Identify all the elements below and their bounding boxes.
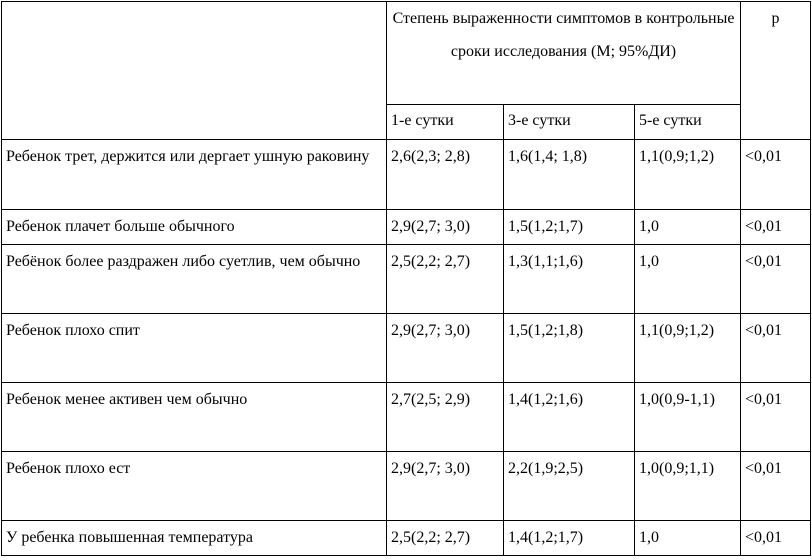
value-day-3: 2,2(1,9;2,5) bbox=[504, 452, 635, 521]
value-day-5: 1,0 bbox=[635, 210, 741, 245]
symptom-label: Ребенок менее активен чем обычно bbox=[2, 383, 387, 452]
table-row bbox=[2, 314, 811, 383]
value-day-3: 1,4(1,2;1,7) bbox=[504, 521, 635, 556]
symptom-severity-table bbox=[1, 1, 811, 556]
p-value: <0,01 bbox=[741, 245, 811, 314]
symptom-label: Ребенок плохо ест bbox=[2, 452, 387, 521]
p-value: <0,01 bbox=[741, 140, 811, 210]
value-day-3: 1,3(1,1;1,6) bbox=[504, 245, 635, 314]
header-day-3: 3-е сутки bbox=[504, 105, 635, 140]
value-day-5: 1,0 bbox=[635, 245, 741, 314]
header-p: p bbox=[741, 2, 811, 140]
value-day-1: 2,9(2,7; 3,0) bbox=[387, 210, 504, 245]
table-row bbox=[2, 245, 811, 314]
p-value: <0,01 bbox=[741, 452, 811, 521]
p-value: <0,01 bbox=[741, 314, 811, 383]
symptom-label: Ребенок плачет больше обычного bbox=[2, 210, 387, 245]
value-day-1: 2,9(2,7; 3,0) bbox=[387, 314, 504, 383]
header-title: Степень выраженности симптомов в контрольные сроки исследования (М; 95%ДИ) bbox=[387, 2, 741, 105]
p-value: <0,01 bbox=[741, 521, 811, 556]
table-row bbox=[2, 210, 811, 245]
value-day-5: 1,0(0,9;1,1) bbox=[635, 452, 741, 521]
header-row bbox=[2, 2, 811, 105]
value-day-5: 1,1(0,9;1,2) bbox=[635, 140, 741, 210]
value-day-3: 1,4(1,2;1,6) bbox=[504, 383, 635, 452]
p-value: <0,01 bbox=[741, 383, 811, 452]
value-day-5: 1,0 bbox=[635, 521, 741, 556]
symptom-label: У ребенка повышенная температура bbox=[2, 521, 387, 556]
header-day-5: 5-е сутки bbox=[635, 105, 741, 140]
header-day-1: 1-е сутки bbox=[387, 105, 504, 140]
value-day-1: 2,5(2,2; 2,7) bbox=[387, 245, 504, 314]
table-row bbox=[2, 383, 811, 452]
header-empty-cell bbox=[2, 2, 387, 140]
value-day-5: 1,0(0,9-1,1) bbox=[635, 383, 741, 452]
value-day-1: 2,5(2,2; 2,7) bbox=[387, 521, 504, 556]
table-row bbox=[2, 521, 811, 556]
table-row bbox=[2, 452, 811, 521]
symptom-label: Ребёнок более раздражен либо суетлив, чем обычно bbox=[2, 245, 387, 314]
table-row bbox=[2, 140, 811, 210]
value-day-3: 1,6(1,4; 1,8) bbox=[504, 140, 635, 210]
symptom-label: Ребенок трет, держится или дергает ушную раковину bbox=[2, 140, 387, 210]
value-day-3: 1,5(1,2;1,7) bbox=[504, 210, 635, 245]
value-day-1: 2,6(2,3; 2,8) bbox=[387, 140, 504, 210]
p-value: <0,01 bbox=[741, 210, 811, 245]
value-day-1: 2,9(2,7; 3,0) bbox=[387, 452, 504, 521]
value-day-1: 2,7(2,5; 2,9) bbox=[387, 383, 504, 452]
symptom-label: Ребенок плохо спит bbox=[2, 314, 387, 383]
value-day-5: 1,1(0,9;1,2) bbox=[635, 314, 741, 383]
value-day-3: 1,5(1,2;1,8) bbox=[504, 314, 635, 383]
